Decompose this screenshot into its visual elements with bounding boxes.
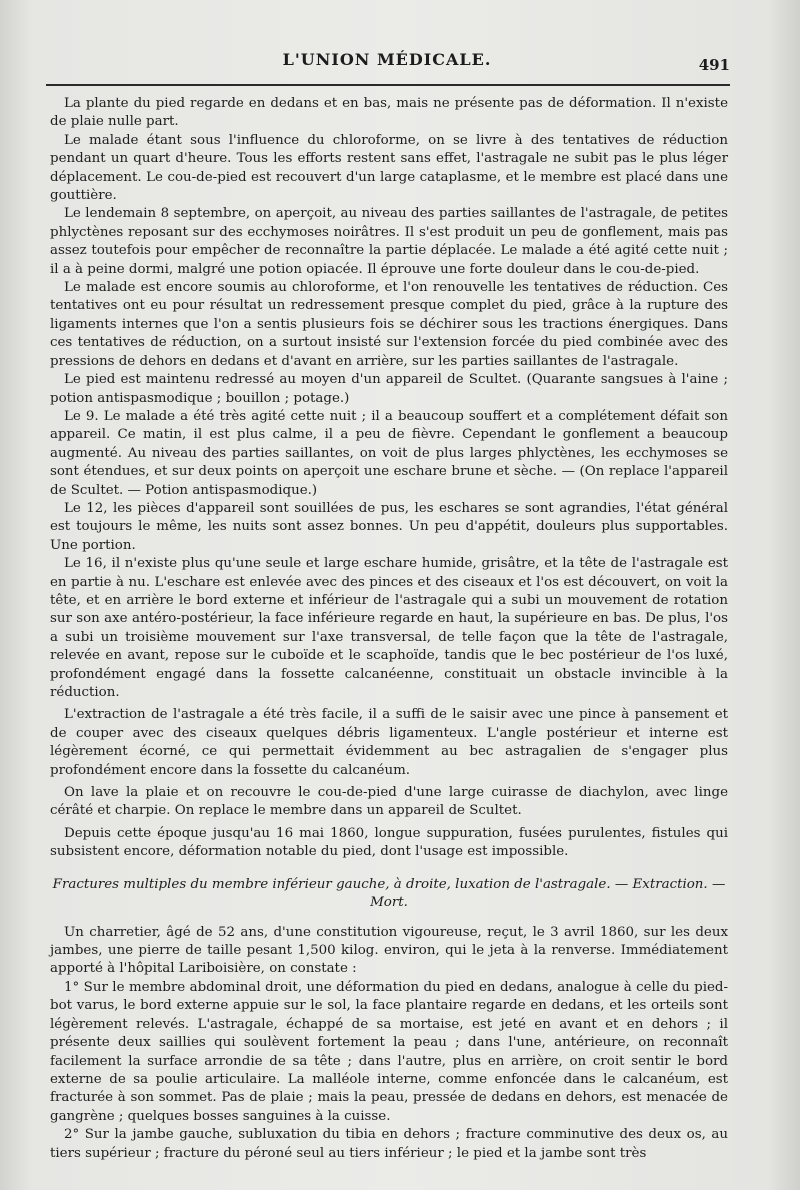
paragraph: Le malade étant sous l'influence du chloroforme, on se livre à des tentatives de réduction pendant un quart d'heure. Tous les efforts restent sans effet, l'astragale ne subit pas le plus léger déplacement. Le cou-de-pied est recouvert d'un large cataplasme, et le membre est placé dans une gouttière.: [50, 132, 728, 204]
paragraph: Le pied est maintenu redressé au moyen d'un appareil de Scultet. (Quarante sangsues à l'aine ; potion antispasmodique ; bouillon ; potage.): [50, 372, 728, 406]
paragraph: On lave la plaie et on recouvre le cou-de-pied d'une large cuirasse de diachylon, avec linge cérâté et charpie. On replace le membre dans un appareil de Scultet.: [50, 785, 728, 819]
paragraph: Le 12, les pièces d'appareil sont souillées de pus, les eschares se sont agrandies, l'état général est toujours le même, les nuits sont assez bonnes. Un peu d'appétit, douleurs plus supportables. Une portion.: [50, 500, 728, 553]
paragraph: 2° Sur la jambe gauche, subluxation du tibia en dehors ; fracture comminutive des deux os, au tiers supérieur ; fracture du péroné seul au tiers inférieur ; le pied et la jambe sont très: [50, 1127, 728, 1161]
paragraph: Le malade est encore soumis au chloroforme, et l'on renouvelle les tentatives de réduction. Ces tentatives ont eu pour résultat un redressement presque complet du pied, grâce à la rupture des ligaments internes que l'on a sentis plusieurs fois se déchirer sous les tractions énergiques. Dans ces tentatives de réduction, on a surtout insisté sur l'extension forcée du pied combinée avec des pressions de dehors en dedans et d'avant en arrière, sur les parties saillantes de l'astragale.: [50, 280, 728, 369]
header-rule: [46, 84, 730, 86]
paragraph: Le 9. Le malade a été très agité cette nuit ; il a beaucoup souffert et a complétement défait son appareil. Ce matin, il est plus calme, il a peu de fièvre. Cependant le gonflement a beaucoup augmenté. Au niveau des parties saillantes, on voit de plus larges phlyctènes, les ecchymoses se sont étendues, et sur deux points on aperçoit une eschare brune et sèche. — (On replace l'appareil de Scultet. — Potion antispasmodique.): [50, 408, 728, 498]
running-title: L'UNION MÉDICALE.: [282, 50, 492, 69]
paragraph: La plante du pied regarde en dedans et en bas, mais ne présente pas de déformation. Il n'existe de plaie nulle part.: [50, 96, 728, 130]
page-number: 491: [698, 56, 730, 74]
paragraph: Un charretier, âgé de 52 ans, d'une constitution vigoureuse, reçut, le 3 avril 1860, sur les deux jambes, une pierre de taille pesant 1,500 kilog. environ, qui le jeta à la renverse. Immédiatement apporté à l'hôpital Lariboisière, on constate :: [50, 924, 728, 977]
body-text: [50, 95, 728, 1163]
paragraph: 1° Sur le membre abdominal droit, une déformation du pied en dedans, analogue à celle du pied-bot varus, le bord externe appuie sur le sol, la face plantaire regarde en dedans, et les orteils sont légèrement relevés. L'astragale, échappé de sa mortaise, est jeté en avant et en dehors ; il présente deux saillies qui soulèvent fortement la peau ; dans l'une, antérieure, on reconnaît facilement la surface arrondie de sa tête ; dans l'autre, plus en arrière, on croit sentir le bord externe de sa poulie articulaire. La malléole interne, comme enfoncée dans le calcanéum, est fracturée à son sommet. Pas de plaie ; mais la peau, pressée de dedans en dehors, est menacée de gangrène ; quelques bosses sanguines à la cuisse.: [50, 979, 728, 1124]
paragraph: L'extraction de l'astragale a été très facile, il a suffi de le saisir avec une pince à pansement et de couper avec des ciseaux quelques débris ligamenteux. L'angle postérieur et interne est légèrement écorné, ce qui permettait évidemment au bec astragalien de s'engager plus profondément encore dans la fossette du calcanéum.: [50, 707, 728, 778]
paragraph: Depuis cette époque jusqu'au 16 mai 1860, longue suppuration, fusées purulentes, fistules qui subsistent encore, déformation notable du pied, dont l'usage est impossible.: [50, 825, 728, 860]
paragraph: Le lendemain 8 septembre, on aperçoit, au niveau des parties saillantes de l'astragale, de petites phlyctènes reposant sur des ecchymoses noirâtres. Il s'est produit un peu de gonflement, mais pas assez toutefois pour empêcher de reconnaître la partie déplacée. Le malade a été agité cette nuit ; il a à peine dormi, malgré une potion opiacée. Il éprouve une forte douleur dans le cou-de-pied.: [50, 206, 728, 277]
section-title: Fractures multiples du membre inférieur gauche, à droite, luxation de l'astragale. — Extraction. — Mort.: [52, 876, 726, 910]
page-header: [44, 44, 730, 84]
paragraph: Le 16, il n'existe plus qu'une seule et large eschare humide, grisâtre, et la tête de l'astragale est en partie à nu. L'eschare est enlevée avec des pinces et des ciseaux et l'os est découvert, on voit la tête, et en arrière le bord externe et inférieur de l'astragale qui a subi un mouvement de rotation sur son axe antéro-postérieur, la face inférieure regarde en haut, la supérieure en bas. De plus, l'os a subi un troisième mouvement sur l'axe transversal, de telle façon que la tête de l'astragale, relevée en avant, repose sur le cuboïde et le scaphoïde, tandis que le bec postérieur de l'os luxé, profondément engagé dans la fossette calcanéenne, constituait un obstacle invincible à la réduction.: [50, 556, 728, 700]
